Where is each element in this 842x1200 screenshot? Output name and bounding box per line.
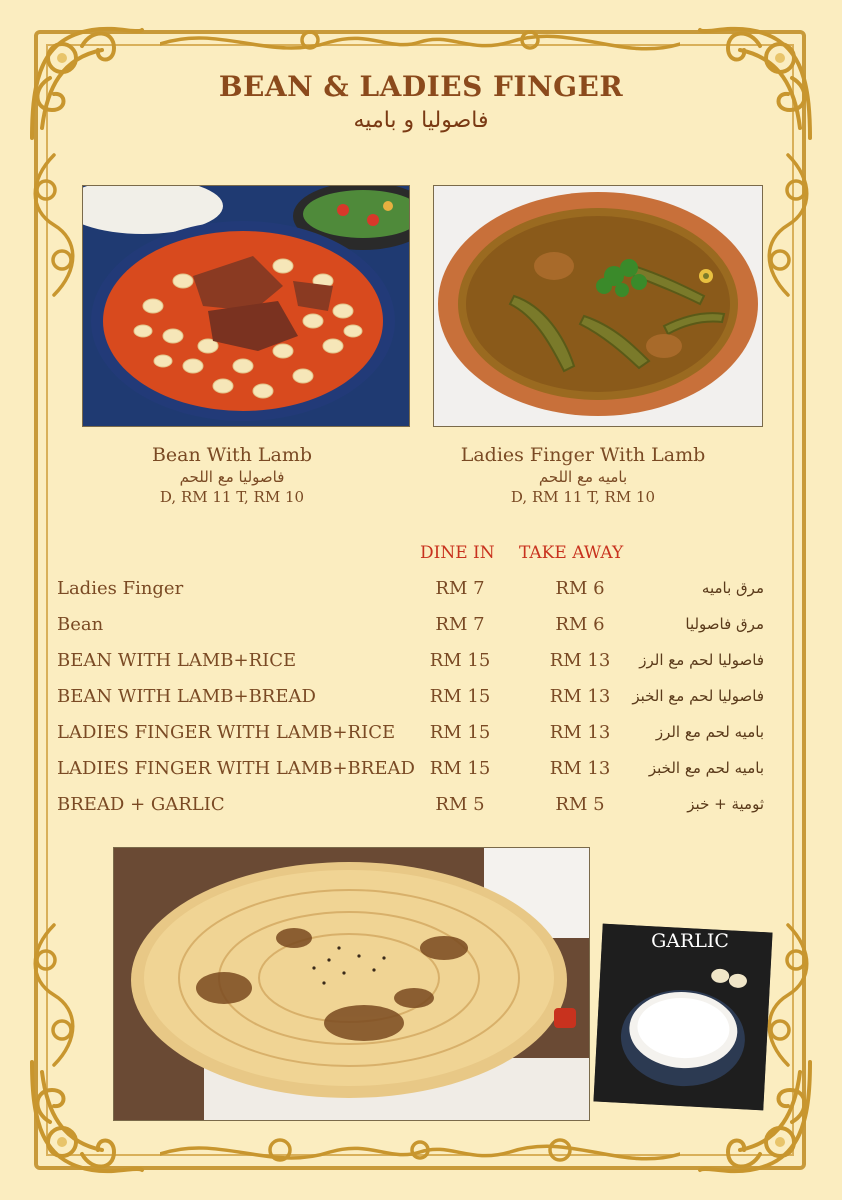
item-name: BREAD + GARLIC — [57, 794, 225, 815]
dine-in-price: RM 7 — [435, 614, 485, 635]
item-name-arabic: ثومية + خبز — [687, 795, 764, 813]
item-name-arabic: مرق باميه — [701, 579, 764, 597]
scroll-flourish-icon — [160, 1126, 680, 1176]
take-away-header: TAKE AWAY — [519, 543, 624, 563]
page-title-arabic: فاصوليا و باميه — [353, 108, 489, 133]
bean-with-lamb-caption — [82, 444, 382, 506]
dish-name: Bean With Lamb — [151, 444, 313, 466]
dish-name-arabic: باميه مع اللحم — [538, 468, 628, 486]
take-away-price: RM 5 — [555, 794, 605, 815]
dish-prices: D, RM 11 T, RM 10 — [159, 488, 305, 506]
menu-row — [0, 794, 842, 824]
take-away-price: RM 6 — [555, 578, 605, 599]
dish-prices: D, RM 11 T, RM 10 — [510, 488, 656, 506]
dine-in-price: RM 15 — [429, 686, 491, 707]
scroll-flourish-icon — [24, 920, 84, 1070]
item-name-arabic: فاصوليا لحم مع الخبز — [632, 687, 764, 705]
item-name-arabic: مرق فاصوليا — [685, 615, 764, 633]
take-away-price: RM 6 — [555, 614, 605, 635]
ladies-finger-with-lamb-caption — [433, 444, 733, 506]
take-away-price: RM 13 — [549, 686, 611, 707]
menu-row — [0, 722, 842, 752]
menu-row — [0, 578, 842, 608]
take-away-price: RM 13 — [549, 758, 611, 779]
item-name: LADIES FINGER WITH LAMB+BREAD — [57, 758, 415, 779]
scroll-flourish-icon — [758, 150, 818, 300]
item-name: Bean — [57, 614, 104, 635]
item-name-arabic: باميه لحم مع الرز — [655, 723, 764, 741]
dish-name-arabic: فاصوليا مع اللحم — [179, 468, 285, 486]
dine-in-price: RM 15 — [429, 722, 491, 743]
item-name: BEAN WITH LAMB+RICE — [57, 650, 297, 671]
item-name: BEAN WITH LAMB+BREAD — [57, 686, 316, 707]
item-name: Ladies Finger — [57, 578, 184, 599]
item-name-arabic: فاصوليا لحم مع الرز — [639, 651, 764, 669]
menu-row — [0, 758, 842, 788]
page-title: BEAN & LADIES FINGER — [218, 70, 624, 103]
dish-name: Ladies Finger With Lamb — [460, 444, 706, 466]
dine-in-price: RM 15 — [429, 650, 491, 671]
bean-with-lamb-photo — [82, 185, 410, 427]
dine-in-price: RM 7 — [435, 578, 485, 599]
menu-row — [0, 650, 842, 680]
scroll-flourish-icon — [24, 150, 84, 300]
dine-in-price: RM 5 — [435, 794, 485, 815]
ladies-finger-with-lamb-photo — [433, 185, 763, 427]
garlic-label: GARLIC — [651, 930, 729, 952]
dine-in-header: DINE IN — [420, 543, 495, 563]
dine-in-price: RM 15 — [429, 758, 491, 779]
item-name-arabic: باميه لحم مع الخبز — [648, 759, 764, 777]
scroll-flourish-icon — [160, 22, 680, 62]
menu-row — [0, 686, 842, 716]
bread-photo — [113, 847, 590, 1121]
take-away-price: RM 13 — [549, 650, 611, 671]
menu-row — [0, 614, 842, 644]
item-name: LADIES FINGER WITH LAMB+RICE — [57, 722, 396, 743]
take-away-price: RM 13 — [549, 722, 611, 743]
